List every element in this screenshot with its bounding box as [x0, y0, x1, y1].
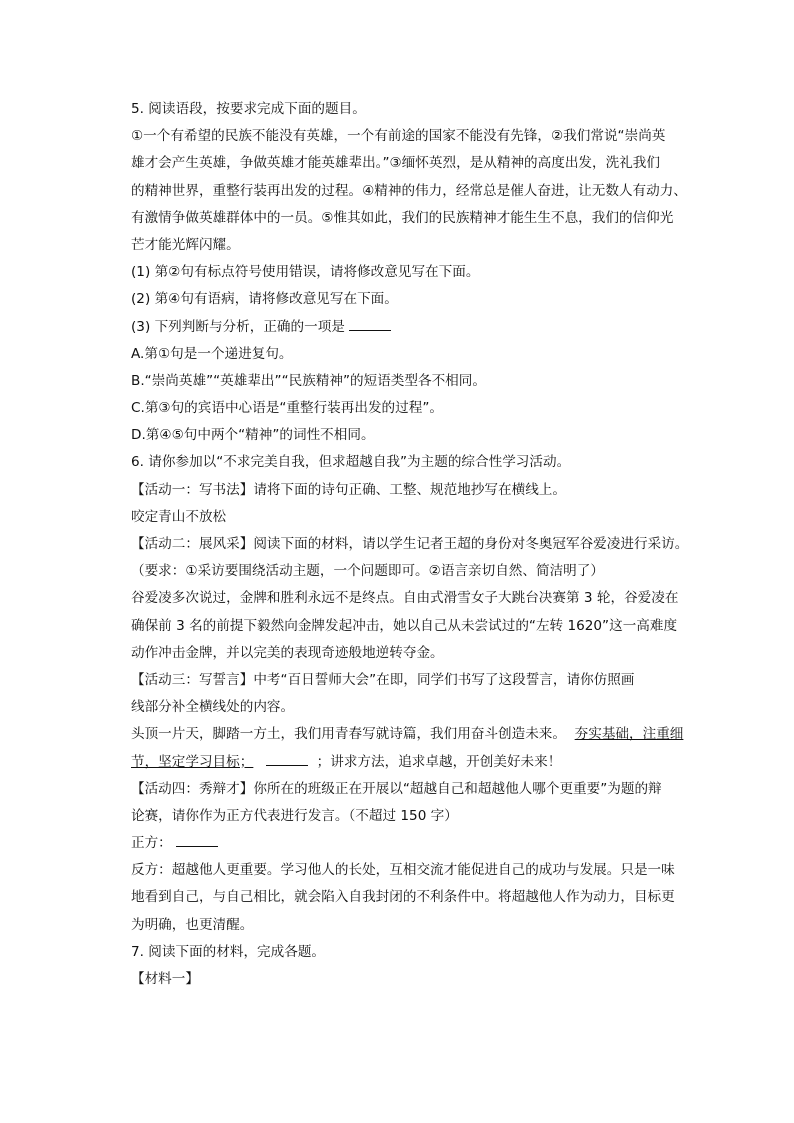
q6-activity-1: 【活动一：写书法】请将下面的诗句正确、工整、规范地抄写在横线上。: [131, 481, 566, 498]
q6-activity-2-material-3: 动作冲击金牌，并以完美的表现奇迹般地逆转夺金。: [131, 644, 444, 661]
q7-material-1-heading: 【材料一】: [131, 971, 199, 987]
oath-underlined-text-cont: 节，坚定学习目标；: [131, 753, 254, 770]
question-5-title: 5. 阅读语段，按要求完成下面的题目。: [131, 101, 366, 117]
q5-subquestion-3: [131, 314, 701, 341]
answer-blank[interactable]: [349, 316, 391, 331]
oath-blank[interactable]: [266, 751, 308, 766]
q6-activity-1-poem: 咬定青山不放松: [131, 508, 227, 525]
q5-passage-line-4: 有激情争做英雄群体中的一员。⑤惟其如此，我们的民族精神才能生生不息，我们的信仰光: [131, 209, 674, 226]
q6-con-line-2: 地看到自己，与自己相比，就会陷入自我封闭的不利条件中。将超越他人作为动力，目标更: [131, 889, 675, 906]
q6-activity-2-material-1: 谷爱凌多次说过，金牌和胜利永远不是终点。自由式滑雪女子大跳台决赛第 3 轮，谷爱凌在: [131, 590, 679, 607]
oath-underlined-text: 夯实基础，注重细: [574, 726, 684, 743]
pro-answer-blank[interactable]: [176, 832, 218, 847]
oath-ending: ；讲求方法，追求卓越，开创美好未来！: [316, 753, 562, 770]
q5-passage-line-2: 雄才会产生英雄，争做英雄才能英雄辈出。”③缅怀英烈，是从精神的高度出发，洗礼我们: [131, 155, 660, 172]
q5-option-a: A.第①句是一个递进复句。: [131, 345, 293, 362]
q5-option-b: B.“崇尚英雄”“英雄辈出”“民族精神”的短语类型各不相同。: [131, 372, 486, 389]
q5-passage-line-5: 芒才能光辉闪耀。: [131, 236, 240, 253]
q5-option-d: D.第④⑤句中两个“精神”的词性不相同。: [131, 427, 375, 444]
q6-activity-2-material-2: 确保前 3 名的前提下毅然向金牌发起冲击，她以自己从未尝试过的“左转 1620”这一高难度: [131, 617, 678, 634]
q6-con-line-1: 反方：超越他人更重要。学习他人的长处，互相交流才能促进自己的成功与发展。只是一味: [131, 862, 675, 879]
pro-label: 正方：: [131, 835, 172, 852]
oath-text: 头顶一片天，脚踏一方土，我们用青春写就诗篇，我们用奋斗创造未来。: [131, 726, 566, 743]
q5-subquestion-1: (1) 第②句有标点符号使用错误，请将修改意见写在下面。: [131, 264, 480, 281]
q6-activity-3-line-2: 线部分补全横线处的内容。: [131, 699, 295, 716]
q5-option-c: C.第③句的宾语中心语是“重整行装再出发的过程”。: [131, 400, 443, 417]
q6-pro-side: [131, 830, 701, 857]
q5-subquestion-3-text: (3) 下列判断与分析，正确的一项是: [131, 318, 345, 335]
q5-passage-line-3: 的精神世界，重整行装再出发的过程。④精神的伟力，经常总是催人奋进，让无数人有动力、: [131, 182, 687, 199]
q6-oath-line-1: [131, 721, 701, 748]
question-7-title: 7. 阅读下面的材料，完成各题。: [131, 943, 326, 960]
q6-oath-line-2: [131, 749, 701, 776]
question-6-title: 6. 请你参加以“不求完美自我，但求超越自我”为主题的综合性学习活动。: [131, 454, 571, 471]
q6-activity-2-requirements: （要求：①采访要围绕活动主题，一个问题即可。②语言亲切自然、简洁明了）: [131, 563, 604, 580]
q5-passage-line-1: ①一个有希望的民族不能没有英雄，一个有前途的国家不能没有先锋，②我们常说“崇尚英: [131, 128, 666, 145]
document-page: [131, 96, 701, 993]
q5-subquestion-2: (2) 第④句有语病，请将修改意见写在下面。: [131, 291, 398, 308]
q6-activity-4-line-2: 论赛，请你作为正方代表进行发言。（不超过 150 字）: [131, 807, 458, 824]
q6-activity-2: 【活动二：展风采】阅读下面的材料，请以学生记者王超的身份对冬奥冠军谷爱凌进行采访。: [131, 536, 689, 552]
q6-activity-3-line-1: 【活动三：写誓言】中考“百日誓师大会”在即，同学们书写了这段誓言，请你仿照画: [131, 671, 635, 688]
q6-activity-4-line-1: 【活动四：秀辩才】你所在的班级正在开展以“超越自己和超越他人哪个更重要”为题的辩: [131, 780, 662, 797]
q6-con-line-3: 为明确，也更清醒。: [131, 916, 254, 933]
